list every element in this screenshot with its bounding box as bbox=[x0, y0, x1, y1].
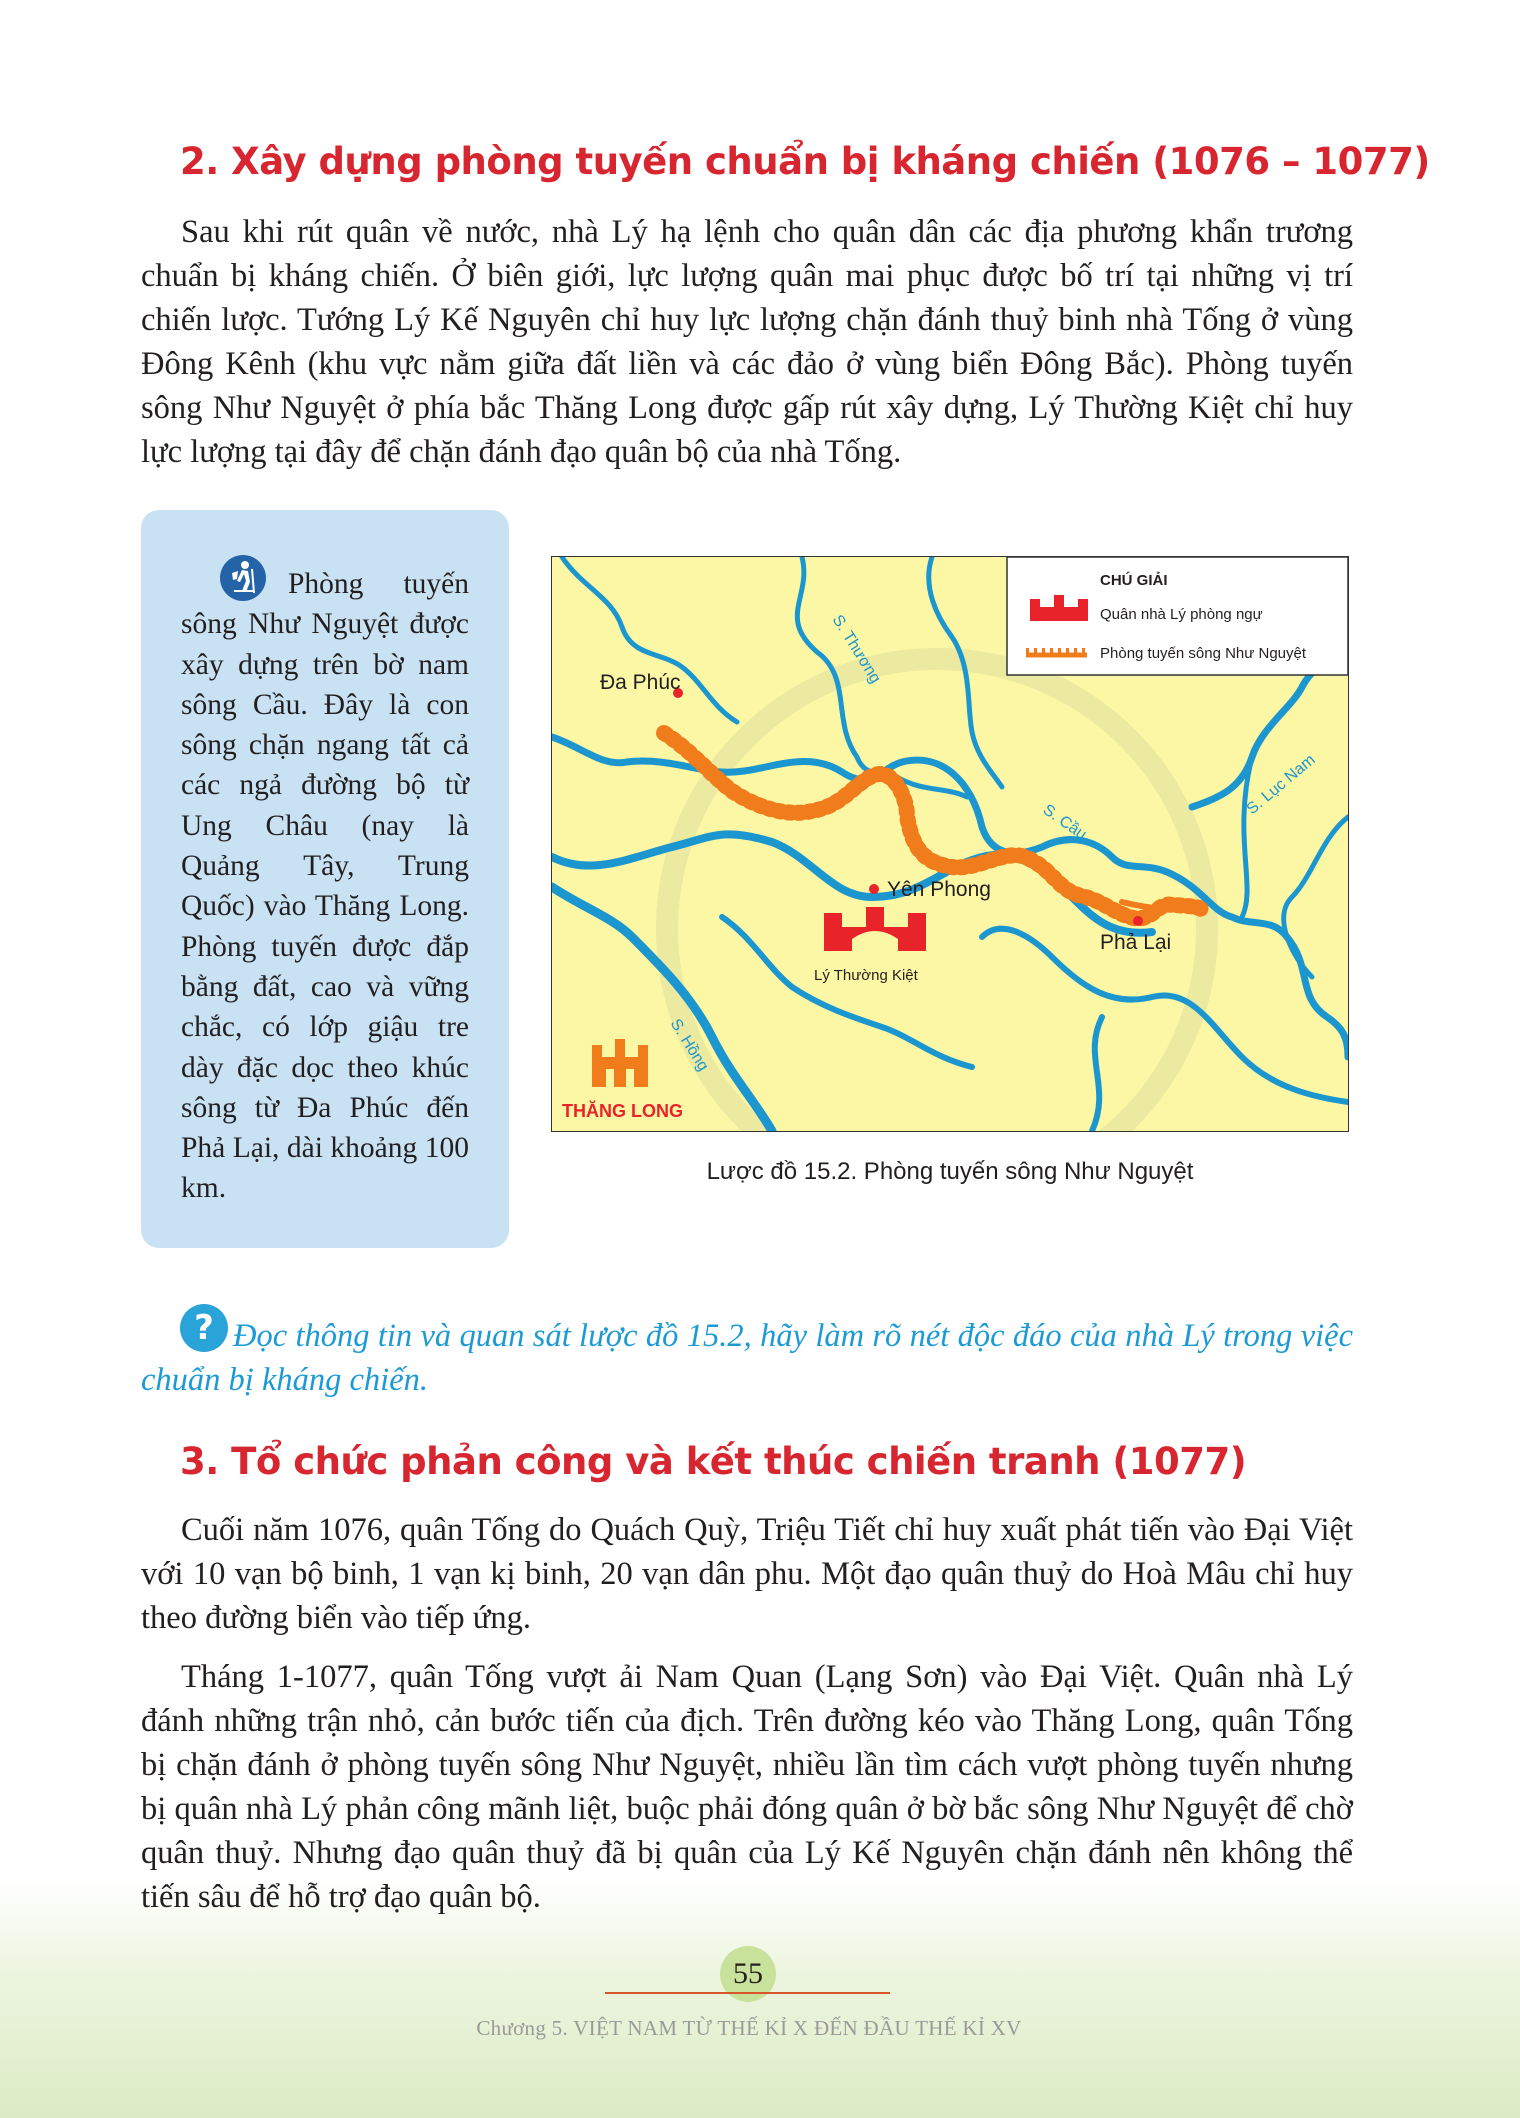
label-river-thuong: S. Thương bbox=[828, 612, 884, 687]
sidebar-text: Phòng tuyến sông Như Nguyệt được xây dựng trên bờ nam sông Cầu. Đây là con sông chặn ngang tất cả các ngả đường bộ từ Ung Châu (nay là Quảng Tây, Trung Quốc) vào Thăng Long. Phòng tuyến được đắp bằng đất, cao và vững chắc, có lớp giậu tre dày đặc dọc theo khúc sông từ Đa Phúc đến Phả Lại, dài khoảng 100 km. bbox=[181, 568, 469, 1205]
pha-lai-dot bbox=[1133, 916, 1143, 926]
map-legend bbox=[1007, 557, 1348, 675]
label-river-luc-nam: S. Lục Nam bbox=[1243, 751, 1319, 819]
section-2-heading: 2. Xây dựng phòng tuyến chuẩn bị kháng chiến (1076 – 1077) bbox=[180, 140, 1430, 183]
info-sidebar bbox=[141, 510, 509, 1248]
map-caption: Lược đồ 15.2. Phòng tuyến sông Như Nguyệt bbox=[706, 1158, 1194, 1185]
legend-line-label: Phòng tuyến sông Như Nguyệt bbox=[1100, 645, 1307, 662]
question-icon: ? bbox=[180, 1304, 228, 1352]
label-commander: Lý Thường Kiệt bbox=[814, 967, 918, 984]
section-3-paragraph-2: Tháng 1-1077, quân Tống vượt ải Nam Quan (Lạng Sơn) vào Đại Việt. Quân nhà Lý đánh những trận nhỏ, cản bước tiến của địch. Trên đường kéo vào Thăng Long, quân Tống bị chặn đánh ở phòng tuyến sông Như Nguyệt, nhiều lần tìm cách vượt phòng tuyến nhưng bị quân nhà Lý phản công mãnh liệt, buộc phải đóng quân ở bờ bắc sông Như Nguyệt để chờ quân thuỷ. Nhưng đạo quân thuỷ đã bị quân của Lý Kế Nguyên chặn đánh nên không thể tiến sâu để hỗ trợ đạo quân bộ. bbox=[141, 1659, 1353, 1915]
section-2-paragraph: Sau khi rút quân về nước, nhà Lý hạ lệnh cho quân dân các địa phương khẩn trương chuẩn bị kháng chiến. Ở biên giới, lực lượng quân mai phục được bố trí tại những vị trí chiến lược. Tướng Lý Kế Nguyên chỉ huy lực lượng chặn đánh thuỷ binh nhà Tống ở vùng Đông Kênh (khu vực nằm giữa đất liền và các đảo ở vùng biển Đông Bắc). Phòng tuyến sông Như Nguyệt ở phía bắc Thăng Long được gấp rút xây dựng, Lý Thường Kiệt chỉ huy lực lượng tại đây để chặn đánh đạo quân bộ của nhà Tống. bbox=[141, 214, 1353, 470]
place-yen-phong: Yên Phong bbox=[887, 878, 991, 901]
yen-phong-dot bbox=[869, 884, 879, 894]
place-da-phuc: Đa Phúc bbox=[600, 671, 681, 694]
label-capital: THĂNG LONG bbox=[562, 1101, 683, 1121]
legend-fortress-label: Quân nhà Lý phòng ngự bbox=[1100, 606, 1263, 623]
footer-divider bbox=[605, 1992, 890, 1994]
section-3-heading: 3. Tổ chức phản công và kết thúc chiến tranh (1077) bbox=[180, 1440, 1247, 1483]
place-pha-lai: Phả Lại bbox=[1100, 931, 1172, 954]
label-river-cau: S. Cầu bbox=[1039, 801, 1090, 844]
legend-title: CHÚ GIẢI bbox=[1100, 572, 1168, 589]
capital-icon bbox=[592, 1039, 648, 1087]
page-number: 55 bbox=[720, 1946, 776, 2002]
chapter-footer: Chương 5. VIỆT NAM TỪ THẾ KỈ X ĐẾN ĐẦU THẾ KỈ XV bbox=[476, 2016, 1022, 2040]
fortress-icon bbox=[824, 907, 926, 951]
label-river-hong: S. Hồng bbox=[666, 1016, 712, 1075]
map-figure bbox=[551, 556, 1349, 1132]
section-3-paragraph-1: Cuối năm 1076, quân Tống do Quách Quỳ, Triệu Tiết chỉ huy xuất phát tiến vào Đại Việt với 10 vạn bộ binh, 1 vạn kị binh, 20 vạn dân phu. Một đạo quân thuỷ do Hoà Mâu chỉ huy theo đường biển vào tiếp ứng. bbox=[141, 1512, 1353, 1636]
question-text: Đọc thông tin và quan sát lược đồ 15.2, hãy làm rõ nét độc đáo của nhà Lý trong việc chuẩn bị kháng chiến. bbox=[141, 1318, 1353, 1398]
